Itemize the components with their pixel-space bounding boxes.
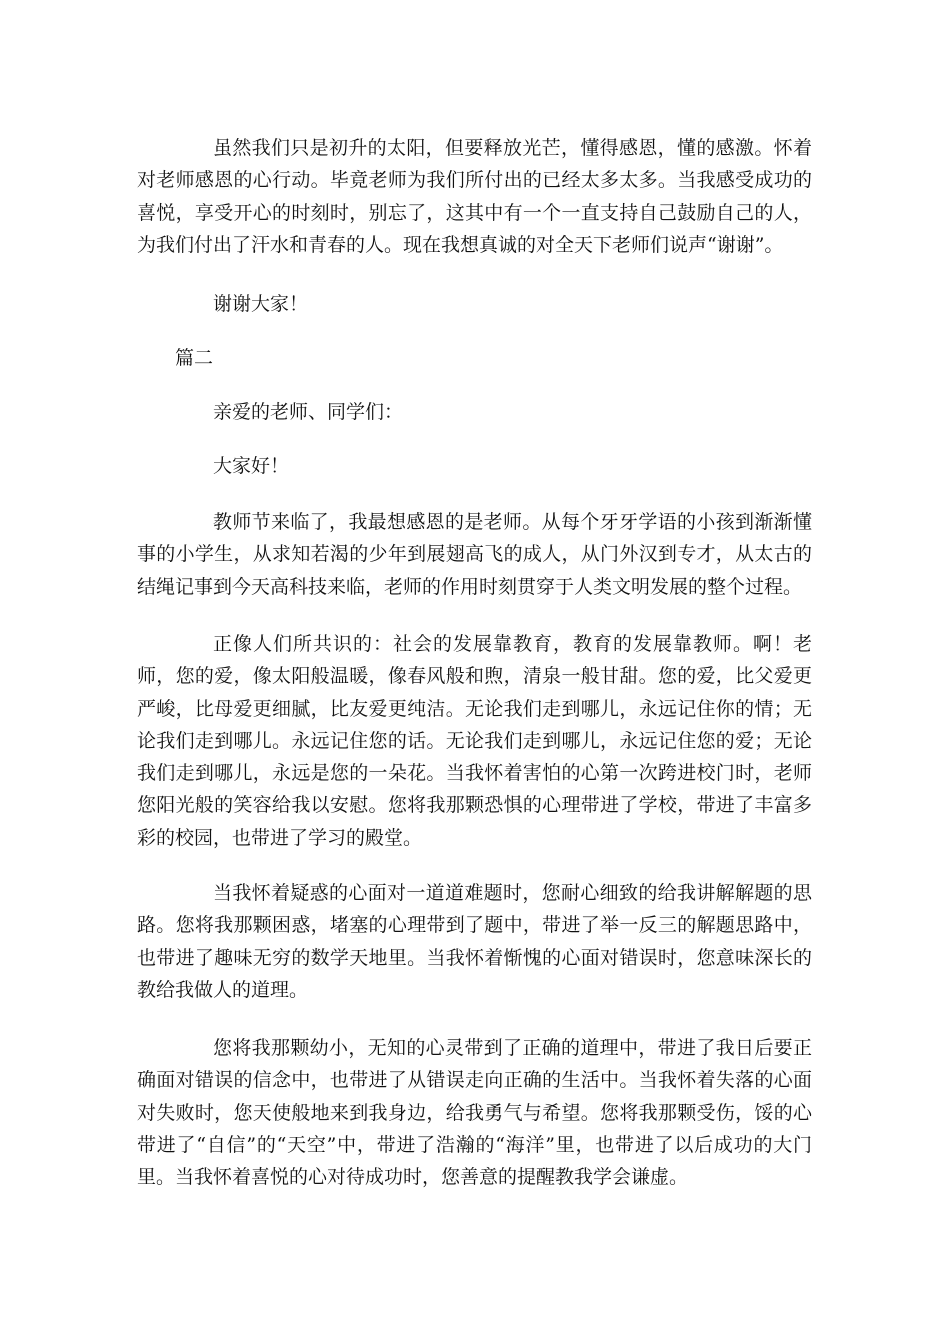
- salutation: 亲爱的老师、同学们：: [213, 401, 404, 423]
- paragraph-correct-path: 您将我那颗幼小，无知的心灵带到了正确的道理中，带进了我日后要正确面对错误的信念中，也带进了从错误走向正确的生活中。当我怀着失落的心面对失败时，您天使般地来到我身边，给我勇气与希望。您将我那颗受伤，馁的心带进了“自信”的“天空”中，带进了浩瀚的“海洋”里，也带进了以后成功的大门里。当我怀着喜悦的心对待成功时，您善意的提醒教我学会谦虚。: [137, 1037, 812, 1189]
- paragraph-gratitude-closing: 虽然我们只是初升的太阳，但要释放光芒，懂得感恩，懂的感激。怀着对老师感恩的心行动。毕竟老师为我们所付出的已经太多太多。当我感受成功的喜悦，享受开心的时刻时，别忘了，这其中有一个一直支持自己鼓励自己的人，为我们付出了汗水和青春的人。现在我想真诚的对全天下老师们说声“谢谢”。: [137, 137, 812, 256]
- paragraph-teacher-love: 正像人们所共识的：社会的发展靠教育，教育的发展靠教师。啊！老师，您的爱，像太阳般温暖，像春风般和煦，清泉一般甘甜。您的爱，比父爱更严峻，比母爱更细腻，比友爱更纯洁。无论我们走到哪儿，永远记住你的情；无论我们走到哪儿。永远记住您的话。无论我们走到哪儿，永远记住您的爱；无论我们走到哪儿，永远是您的一朵花。当我怀着害怕的心第一次跨进校门时，老师您阳光般的笑容给我以安慰。您将我那颗恐惧的心理带进了学校，带进了丰富多彩的校园，也带进了学习的殿堂。: [137, 633, 812, 849]
- section-heading: 篇二: [175, 347, 214, 369]
- paragraph-difficult-problems: 当我怀着疑惑的心面对一道道难题时，您耐心细致的给我讲解解题的思路。您将我那颗困惑，堵塞的心理带到了题中，带进了举一反三的解题思路中，也带进了趣味无穷的数学天地里。当我怀着惭愧的心面对错误时，您意味深长的教给我做人的道理。: [137, 882, 812, 1001]
- paragraph-teachers-day: 教师节来临了，我最想感恩的是老师。从每个牙牙学语的小孩到渐渐懂事的小学生，从求知若渴的少年到展翅高飞的成人，从门外汉到专才，从太古的结绳记事到今天高科技来临，老师的作用时刻贯穿于人类文明发展的整个过程。: [137, 511, 812, 598]
- greeting: 大家好！: [213, 455, 290, 477]
- thanks-line: 谢谢大家！: [213, 293, 309, 315]
